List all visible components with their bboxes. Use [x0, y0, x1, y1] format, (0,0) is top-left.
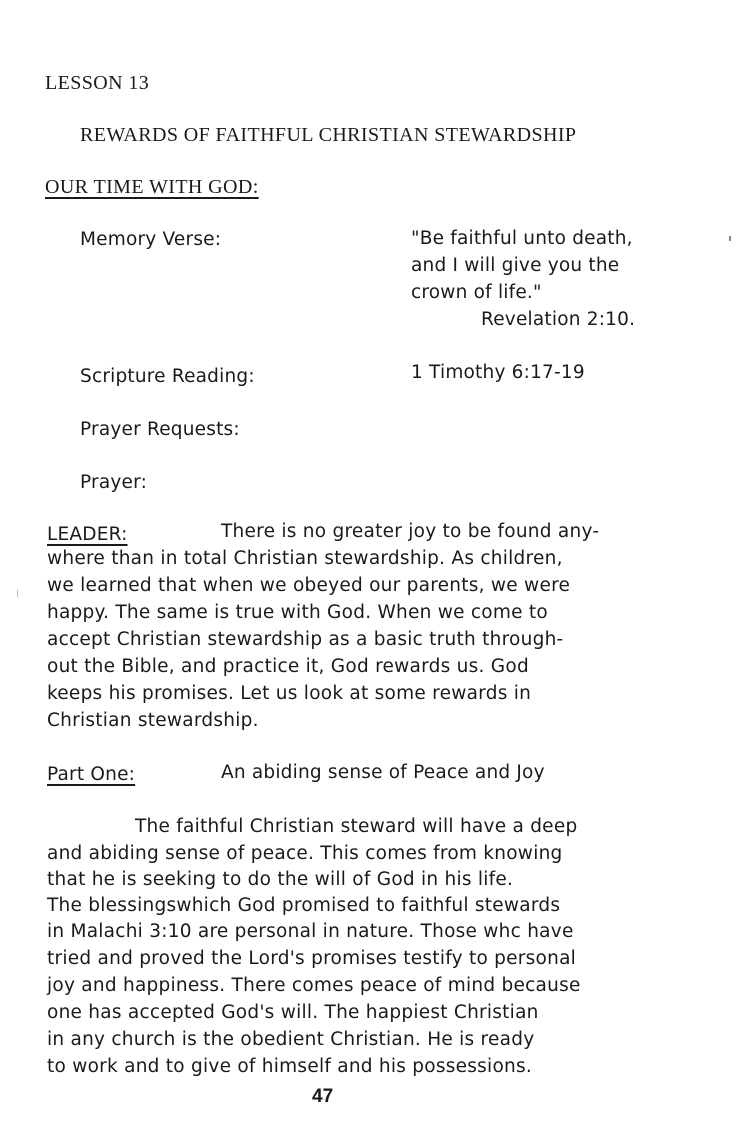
scan-speck	[729, 236, 731, 241]
prayer-requests-label: Prayer Requests:	[80, 419, 240, 440]
part-one-line: tried and proved the Lord's promises testify to personal	[47, 948, 577, 969]
part-one-line: one has accepted God's will. The happiest Christian	[47, 1002, 539, 1023]
part-one-line: in any church is the obedient Christian. He is ready	[47, 1029, 535, 1050]
lesson-label: LESSON 13	[45, 72, 150, 94]
memory-verse-reference: Revelation 2:10.	[481, 309, 636, 330]
leader-line: where than in total Christian stewardship. As children,	[47, 548, 563, 569]
scan-speck	[17, 590, 18, 597]
part-one-line: The faithful Christian steward will have a deep	[135, 816, 578, 837]
leader-line: accept Christian stewardship as a basic truth through-	[47, 629, 564, 650]
prayer-label: Prayer:	[80, 472, 148, 493]
part-one-line: to work and to give of himself and his possessions.	[47, 1056, 533, 1077]
section-heading: OUR TIME WITH GOD:	[45, 176, 259, 198]
part-one-line: The blessingswhich God promised to faithful stewards	[47, 895, 561, 916]
part-one-heading: An abiding sense of Peace and Joy	[221, 762, 545, 783]
part-one-line: that he is seeking to do the will of God in his life.	[47, 869, 514, 890]
scripture-reading-value: 1 Timothy 6:17-19	[411, 362, 585, 383]
memory-verse-line: crown of life."	[411, 282, 542, 303]
leader-line: happy. The same is true with God. When we come to	[47, 602, 548, 623]
part-one-label: Part One:	[47, 764, 136, 785]
leader-line: we learned that when we obeyed our parents, we were	[47, 575, 571, 596]
leader-line: There is no greater joy to be found any-	[221, 521, 600, 542]
leader-label: LEADER:	[47, 524, 128, 545]
leader-line: Christian stewardship.	[47, 710, 259, 731]
memory-verse-line: "Be faithful unto death,	[411, 228, 633, 249]
memory-verse-label: Memory Verse:	[80, 229, 222, 250]
part-one-line: and abiding sense of peace. This comes from knowing	[47, 843, 563, 864]
leader-line: out the Bible, and practice it, God rewards us. God	[47, 656, 529, 677]
memory-verse-line: and I will give you the	[411, 255, 620, 276]
scripture-reading-label: Scripture Reading:	[80, 366, 255, 387]
leader-line: keeps his promises. Let us look at some rewards in	[47, 683, 532, 704]
part-one-line: joy and happiness. There comes peace of mind because	[47, 975, 581, 996]
page-number: 47	[312, 1086, 334, 1107]
lesson-title: REWARDS OF FAITHFUL CHRISTIAN STEWARDSHIP	[80, 124, 577, 146]
part-one-line: in Malachi 3:10 are personal in nature. Those whc have	[47, 921, 574, 942]
